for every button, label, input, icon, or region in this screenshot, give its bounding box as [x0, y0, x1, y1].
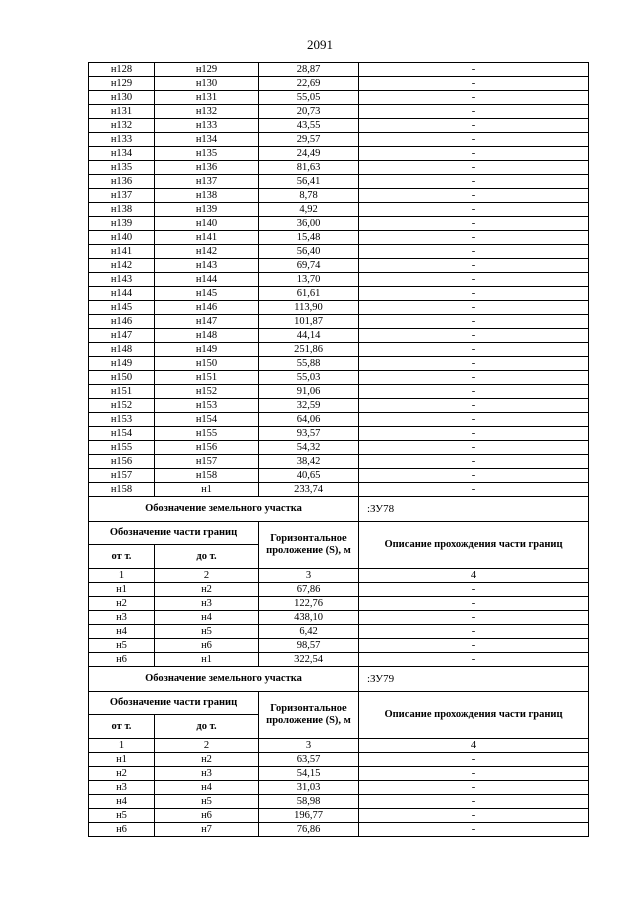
table-row — [89, 795, 589, 809]
table-row — [89, 301, 589, 315]
parcel-header-row — [89, 497, 589, 522]
segment-length: 64,06 — [259, 413, 359, 427]
from-point: н147 — [89, 329, 155, 343]
segment-length: 38,42 — [259, 455, 359, 469]
segment-description: - — [359, 231, 589, 245]
segment-description: - — [359, 413, 589, 427]
segment-description: - — [359, 287, 589, 301]
segment-length: 6,42 — [259, 625, 359, 639]
from-point: н5 — [89, 809, 155, 823]
segment-description: - — [359, 217, 589, 231]
column-number: 1 — [89, 569, 155, 583]
to-point: н148 — [155, 329, 259, 343]
column-number: 4 — [359, 739, 589, 753]
segment-length: 32,59 — [259, 399, 359, 413]
description-header: Описание прохождения части границ — [359, 522, 589, 569]
to-point: н156 — [155, 441, 259, 455]
from-point: н130 — [89, 91, 155, 105]
table-row — [89, 653, 589, 667]
segment-description: - — [359, 357, 589, 371]
to-point: н149 — [155, 343, 259, 357]
table-row — [89, 91, 589, 105]
to-point: н153 — [155, 399, 259, 413]
segment-length: 31,03 — [259, 781, 359, 795]
to-point: н2 — [155, 753, 259, 767]
segment-description: - — [359, 371, 589, 385]
table-row — [89, 329, 589, 343]
to-point: н141 — [155, 231, 259, 245]
segment-length: 251,86 — [259, 343, 359, 357]
segment-length: 233,74 — [259, 483, 359, 497]
to-point: н6 — [155, 639, 259, 653]
to-point: н136 — [155, 161, 259, 175]
column-number: 2 — [155, 739, 259, 753]
table-row — [89, 245, 589, 259]
from-point: н146 — [89, 315, 155, 329]
table-row — [89, 441, 589, 455]
to-point: н143 — [155, 259, 259, 273]
from-point: н137 — [89, 189, 155, 203]
from-point: н133 — [89, 133, 155, 147]
segment-length: 56,40 — [259, 245, 359, 259]
segment-length: 8,78 — [259, 189, 359, 203]
to-header: до т. — [155, 545, 259, 569]
segment-length: 54,32 — [259, 441, 359, 455]
segment-description: - — [359, 259, 589, 273]
segment-length: 61,61 — [259, 287, 359, 301]
segment-length: 438,10 — [259, 611, 359, 625]
parcel-code: :ЗУ79 — [359, 667, 589, 692]
table-row — [89, 315, 589, 329]
from-point: н132 — [89, 119, 155, 133]
column-number: 2 — [155, 569, 259, 583]
table-row — [89, 147, 589, 161]
from-point: н1 — [89, 583, 155, 597]
to-point: н139 — [155, 203, 259, 217]
column-number: 1 — [89, 739, 155, 753]
from-point: н2 — [89, 767, 155, 781]
from-point: н134 — [89, 147, 155, 161]
to-point: н138 — [155, 189, 259, 203]
table-row — [89, 823, 589, 837]
table-row — [89, 63, 589, 77]
column-header-row — [89, 522, 589, 545]
table-row — [89, 371, 589, 385]
from-point: н152 — [89, 399, 155, 413]
segment-description: - — [359, 781, 589, 795]
from-point: н145 — [89, 301, 155, 315]
table-row — [89, 175, 589, 189]
from-point: н128 — [89, 63, 155, 77]
to-point: н152 — [155, 385, 259, 399]
segment-description: - — [359, 245, 589, 259]
table-row — [89, 203, 589, 217]
segment-description: - — [359, 795, 589, 809]
from-point: н156 — [89, 455, 155, 469]
segment-description: - — [359, 105, 589, 119]
segment-length: 55,03 — [259, 371, 359, 385]
from-point: н4 — [89, 795, 155, 809]
table-row — [89, 413, 589, 427]
segment-length: 22,69 — [259, 77, 359, 91]
from-point: н154 — [89, 427, 155, 441]
length-header: Горизонтальное проложение (S), м — [259, 522, 359, 569]
table-row — [89, 385, 589, 399]
from-point: н144 — [89, 287, 155, 301]
to-point: н1 — [155, 653, 259, 667]
from-point: н139 — [89, 217, 155, 231]
segment-description: - — [359, 119, 589, 133]
table-row — [89, 259, 589, 273]
segment-description: - — [359, 583, 589, 597]
table-row — [89, 77, 589, 91]
to-point: н130 — [155, 77, 259, 91]
segment-description: - — [359, 625, 589, 639]
to-point: н5 — [155, 625, 259, 639]
segment-length: 122,76 — [259, 597, 359, 611]
from-point: н3 — [89, 611, 155, 625]
from-header: от т. — [89, 545, 155, 569]
column-header-row — [89, 692, 589, 715]
to-point: н4 — [155, 781, 259, 795]
segment-length: 76,86 — [259, 823, 359, 837]
segment-length: 4,92 — [259, 203, 359, 217]
column-number-row — [89, 569, 589, 583]
segment-description: - — [359, 753, 589, 767]
to-point: н5 — [155, 795, 259, 809]
from-point: н143 — [89, 273, 155, 287]
table-row — [89, 287, 589, 301]
from-point: н141 — [89, 245, 155, 259]
segment-length: 58,98 — [259, 795, 359, 809]
segment-length: 40,65 — [259, 469, 359, 483]
table-row — [89, 273, 589, 287]
from-point: н150 — [89, 371, 155, 385]
table-row — [89, 105, 589, 119]
table-row — [89, 455, 589, 469]
segment-description: - — [359, 597, 589, 611]
from-point: н155 — [89, 441, 155, 455]
segment-length: 15,48 — [259, 231, 359, 245]
segment-description: - — [359, 469, 589, 483]
segment-description: - — [359, 653, 589, 667]
from-point: н5 — [89, 639, 155, 653]
segment-description: - — [359, 175, 589, 189]
to-point: н135 — [155, 147, 259, 161]
segment-description: - — [359, 301, 589, 315]
from-point: н153 — [89, 413, 155, 427]
segment-description: - — [359, 455, 589, 469]
segment-length: 98,57 — [259, 639, 359, 653]
from-point: н140 — [89, 231, 155, 245]
from-point: н138 — [89, 203, 155, 217]
table-row — [89, 597, 589, 611]
segment-description: - — [359, 399, 589, 413]
to-point: н131 — [155, 91, 259, 105]
segment-description: - — [359, 427, 589, 441]
to-point: н132 — [155, 105, 259, 119]
to-point: н3 — [155, 597, 259, 611]
to-point: н158 — [155, 469, 259, 483]
from-point: н135 — [89, 161, 155, 175]
from-point: н136 — [89, 175, 155, 189]
segment-description: - — [359, 441, 589, 455]
segment-length: 63,57 — [259, 753, 359, 767]
segment-length: 101,87 — [259, 315, 359, 329]
to-point: н133 — [155, 119, 259, 133]
from-header: от т. — [89, 715, 155, 739]
segment-length: 196,77 — [259, 809, 359, 823]
table-row — [89, 809, 589, 823]
to-point: н145 — [155, 287, 259, 301]
to-point: н4 — [155, 611, 259, 625]
segment-length: 67,86 — [259, 583, 359, 597]
table-row — [89, 483, 589, 497]
column-number: 3 — [259, 739, 359, 753]
segment-description: - — [359, 63, 589, 77]
to-point: н146 — [155, 301, 259, 315]
to-point: н144 — [155, 273, 259, 287]
to-point: н137 — [155, 175, 259, 189]
segment-length: 28,87 — [259, 63, 359, 77]
segment-description: - — [359, 483, 589, 497]
to-point: н151 — [155, 371, 259, 385]
from-point: н1 — [89, 753, 155, 767]
from-point: н131 — [89, 105, 155, 119]
segment-description: - — [359, 189, 589, 203]
to-point: н1 — [155, 483, 259, 497]
segment-length: 20,73 — [259, 105, 359, 119]
table-row — [89, 399, 589, 413]
from-point: н142 — [89, 259, 155, 273]
from-point: н151 — [89, 385, 155, 399]
column-number-row — [89, 739, 589, 753]
to-point: н129 — [155, 63, 259, 77]
segment-description: - — [359, 809, 589, 823]
segment-length: 81,63 — [259, 161, 359, 175]
part-label-header: Обозначение части границ — [89, 522, 259, 545]
table-row — [89, 625, 589, 639]
table-row — [89, 611, 589, 625]
from-point: н3 — [89, 781, 155, 795]
to-point: н147 — [155, 315, 259, 329]
segment-description: - — [359, 767, 589, 781]
from-point: н149 — [89, 357, 155, 371]
segment-description: - — [359, 147, 589, 161]
segment-description: - — [359, 203, 589, 217]
segment-description: - — [359, 133, 589, 147]
table-row — [89, 217, 589, 231]
to-point: н154 — [155, 413, 259, 427]
to-point: н142 — [155, 245, 259, 259]
table-row — [89, 753, 589, 767]
from-point: н158 — [89, 483, 155, 497]
to-point: н3 — [155, 767, 259, 781]
segment-description: - — [359, 823, 589, 837]
to-point: н157 — [155, 455, 259, 469]
to-point: н140 — [155, 217, 259, 231]
segment-length: 29,57 — [259, 133, 359, 147]
from-point: н6 — [89, 653, 155, 667]
to-point: н7 — [155, 823, 259, 837]
table-row — [89, 639, 589, 653]
segment-length: 44,14 — [259, 329, 359, 343]
table-row — [89, 231, 589, 245]
segment-description: - — [359, 639, 589, 653]
segment-description: - — [359, 385, 589, 399]
from-point: н157 — [89, 469, 155, 483]
part-label-header: Обозначение части границ — [89, 692, 259, 715]
to-point: н6 — [155, 809, 259, 823]
table-row — [89, 781, 589, 795]
table-row — [89, 767, 589, 781]
segment-length: 93,57 — [259, 427, 359, 441]
table-row — [89, 161, 589, 175]
segment-length: 54,15 — [259, 767, 359, 781]
to-point: н155 — [155, 427, 259, 441]
table-row — [89, 583, 589, 597]
segment-description: - — [359, 315, 589, 329]
table-row — [89, 119, 589, 133]
table-row — [89, 189, 589, 203]
segment-length: 56,41 — [259, 175, 359, 189]
segment-length: 322,54 — [259, 653, 359, 667]
description-header: Описание прохождения части границ — [359, 692, 589, 739]
segment-description: - — [359, 343, 589, 357]
segment-description: - — [359, 329, 589, 343]
from-point: н2 — [89, 597, 155, 611]
segment-length: 43,55 — [259, 119, 359, 133]
page-number: 2091 — [307, 37, 333, 52]
to-point: н134 — [155, 133, 259, 147]
boundary-table — [88, 62, 589, 837]
table-row — [89, 343, 589, 357]
table-row — [89, 427, 589, 441]
parcel-label: Обозначение земельного участка — [89, 497, 359, 522]
segment-description: - — [359, 273, 589, 287]
segment-length: 13,70 — [259, 273, 359, 287]
segment-description: - — [359, 161, 589, 175]
segment-length: 113,90 — [259, 301, 359, 315]
segment-length: 36,00 — [259, 217, 359, 231]
segment-length: 55,05 — [259, 91, 359, 105]
from-point: н148 — [89, 343, 155, 357]
from-point: н129 — [89, 77, 155, 91]
segment-description: - — [359, 611, 589, 625]
to-header: до т. — [155, 715, 259, 739]
length-header: Горизонтальное проложение (S), м — [259, 692, 359, 739]
parcel-label: Обозначение земельного участка — [89, 667, 359, 692]
table-row — [89, 357, 589, 371]
parcel-header-row — [89, 667, 589, 692]
to-point: н2 — [155, 583, 259, 597]
segment-length: 91,06 — [259, 385, 359, 399]
parcel-code: :ЗУ78 — [359, 497, 589, 522]
segment-length: 24,49 — [259, 147, 359, 161]
column-number: 3 — [259, 569, 359, 583]
from-point: н6 — [89, 823, 155, 837]
segment-length: 69,74 — [259, 259, 359, 273]
segment-description: - — [359, 91, 589, 105]
from-point: н4 — [89, 625, 155, 639]
segment-length: 55,88 — [259, 357, 359, 371]
table-row — [89, 133, 589, 147]
to-point: н150 — [155, 357, 259, 371]
segment-description: - — [359, 77, 589, 91]
table-row — [89, 469, 589, 483]
column-number: 4 — [359, 569, 589, 583]
